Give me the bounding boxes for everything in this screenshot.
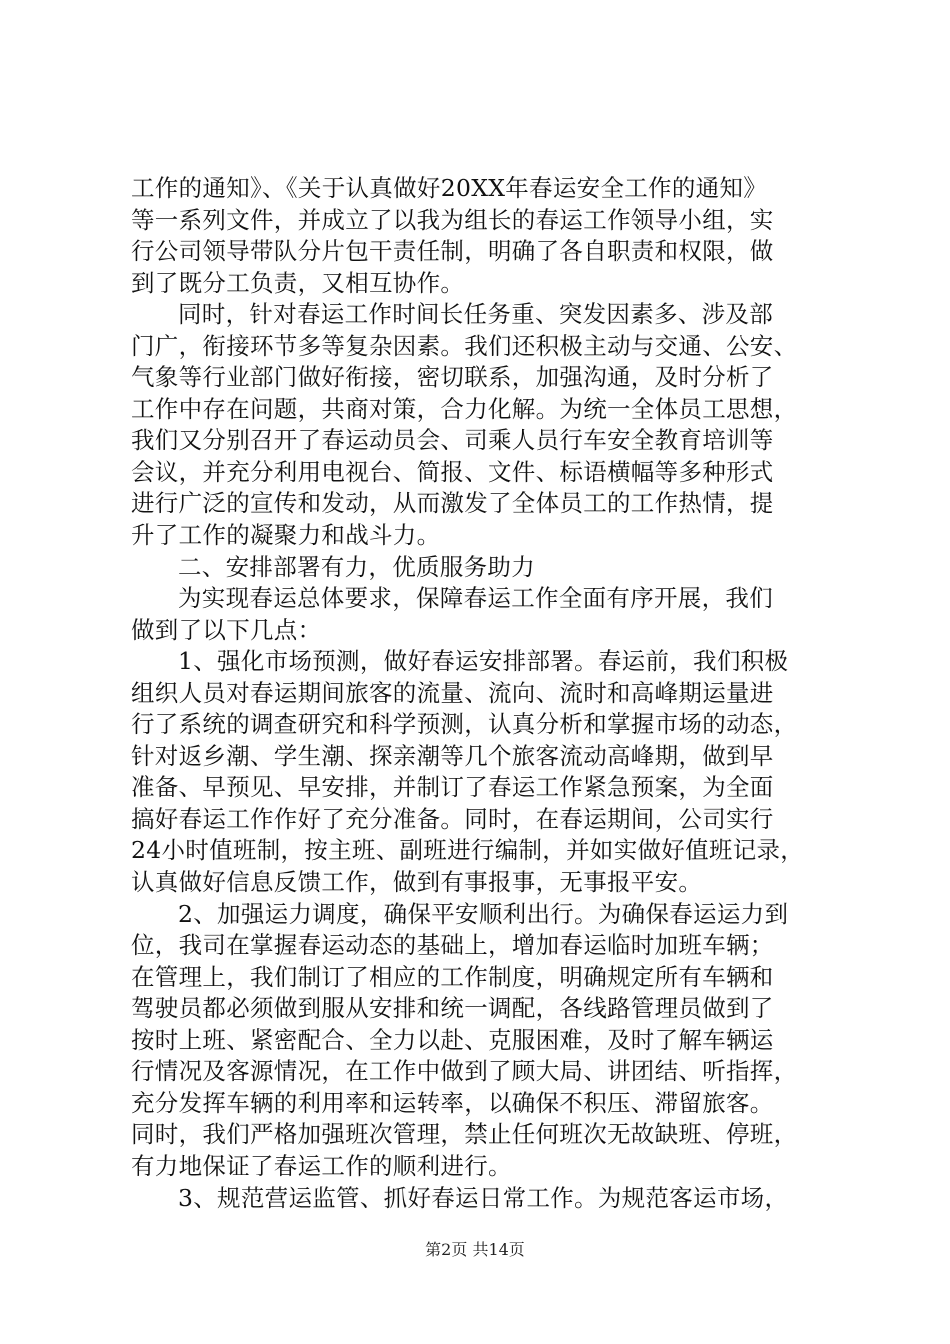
text-line: 充分发挥车辆的利用率和运转率，以确保不积压、滞留旅客。 [131,1088,774,1117]
text-line: 行了系统的调查研究和科学预测，认真分析和掌握市场的动态， [131,710,798,739]
text-line: 工作中存在问题，共商对策，合力化解。为统一全体员工思想， [131,394,798,423]
text-line: 24小时值班制，按主班、副班进行编制，并如实做好值班记录， [131,836,805,865]
text-line: 会议，并充分利用电视台、简报、文件、标语横幅等多种形式 [131,457,774,486]
text-line: 搞好春运工作作好了充分准备。同时，在春运期间，公司实行 [131,804,774,833]
text-line: 1、强化市场预测，做好春运安排部署。春运前，我们积极 [178,647,789,676]
text-line: 升了工作的凝聚力和战斗力。 [131,521,441,550]
text-line: 认真做好信息反馈工作，做到有事报事，无事报平安。 [131,868,703,897]
text-line: 到了既分工负责，又相互协作。 [131,268,465,297]
text-line: 行公司领导带队分片包干责任制，明确了各自职责和权限，做 [131,237,774,266]
text-line: 同时，针对春运工作时间长任务重、突发因素多、涉及部 [178,300,773,329]
text-line: 3、规范营运监管、抓好春运日常工作。为规范客运市场， [178,1183,789,1212]
text-line: 位，我司在掌握春运动态的基础上，增加春运临时加班车辆； [131,931,774,960]
document-body [131,173,857,1214]
text-line: 门广，衔接环节多等复杂因素。我们还积极主动与交通、公安、 [131,331,798,360]
text-line: 工作的通知》、《关于认真做好20XX年春运安全工作的通知》 [131,174,768,202]
text-line: 有力地保证了春运工作的顺利进行。 [131,1151,512,1180]
text-line: 组织人员对春运期间旅客的流量、流向、流时和高峰期运量进 [131,678,774,707]
text-line: 我们又分别召开了春运动员会、司乘人员行车安全教育培训等 [131,426,774,455]
text-line: 二、安排部署有力，优质服务助力 [178,552,535,581]
page-footer: 第2页 共14页 [425,1240,525,1259]
text-line: 按时上班、紧密配合、全力以赴、克服困难，及时了解车辆运 [131,1025,774,1054]
text-line: 同时，我们严格加强班次管理，禁止任何班次无故缺班、停班， [131,1120,798,1149]
text-line: 驾驶员都必须做到服从安排和统一调配，各线路管理员做到了 [131,994,774,1023]
text-line: 准备、早预见、早安排，并制订了春运工作紧急预案，为全面 [131,773,774,802]
text-line: 2、加强运力调度，确保平安顺利出行。为确保春运运力到 [178,899,789,928]
text-line: 针对返乡潮、学生潮、探亲潮等几个旅客流动高峰期，做到早 [131,741,774,770]
text-line: 进行广泛的宣传和发动，从而激发了全体员工的工作热情，提 [131,489,774,518]
text-line: 为实现春运总体要求，保障春运工作全面有序开展，我们 [178,584,773,613]
text-line: 等一系列文件，并成立了以我为组长的春运工作领导小组，实 [131,205,774,234]
text-line: 在管理上，我们制订了相应的工作制度，明确规定所有车辆和 [131,962,774,991]
text-line: 气象等行业部门做好衔接，密切联系，加强沟通，及时分析了 [131,363,774,392]
text-line: 做到了以下几点： [131,615,322,644]
text-line: 行情况及客源情况，在工作中做到了顾大局、讲团结、听指挥， [131,1057,798,1086]
